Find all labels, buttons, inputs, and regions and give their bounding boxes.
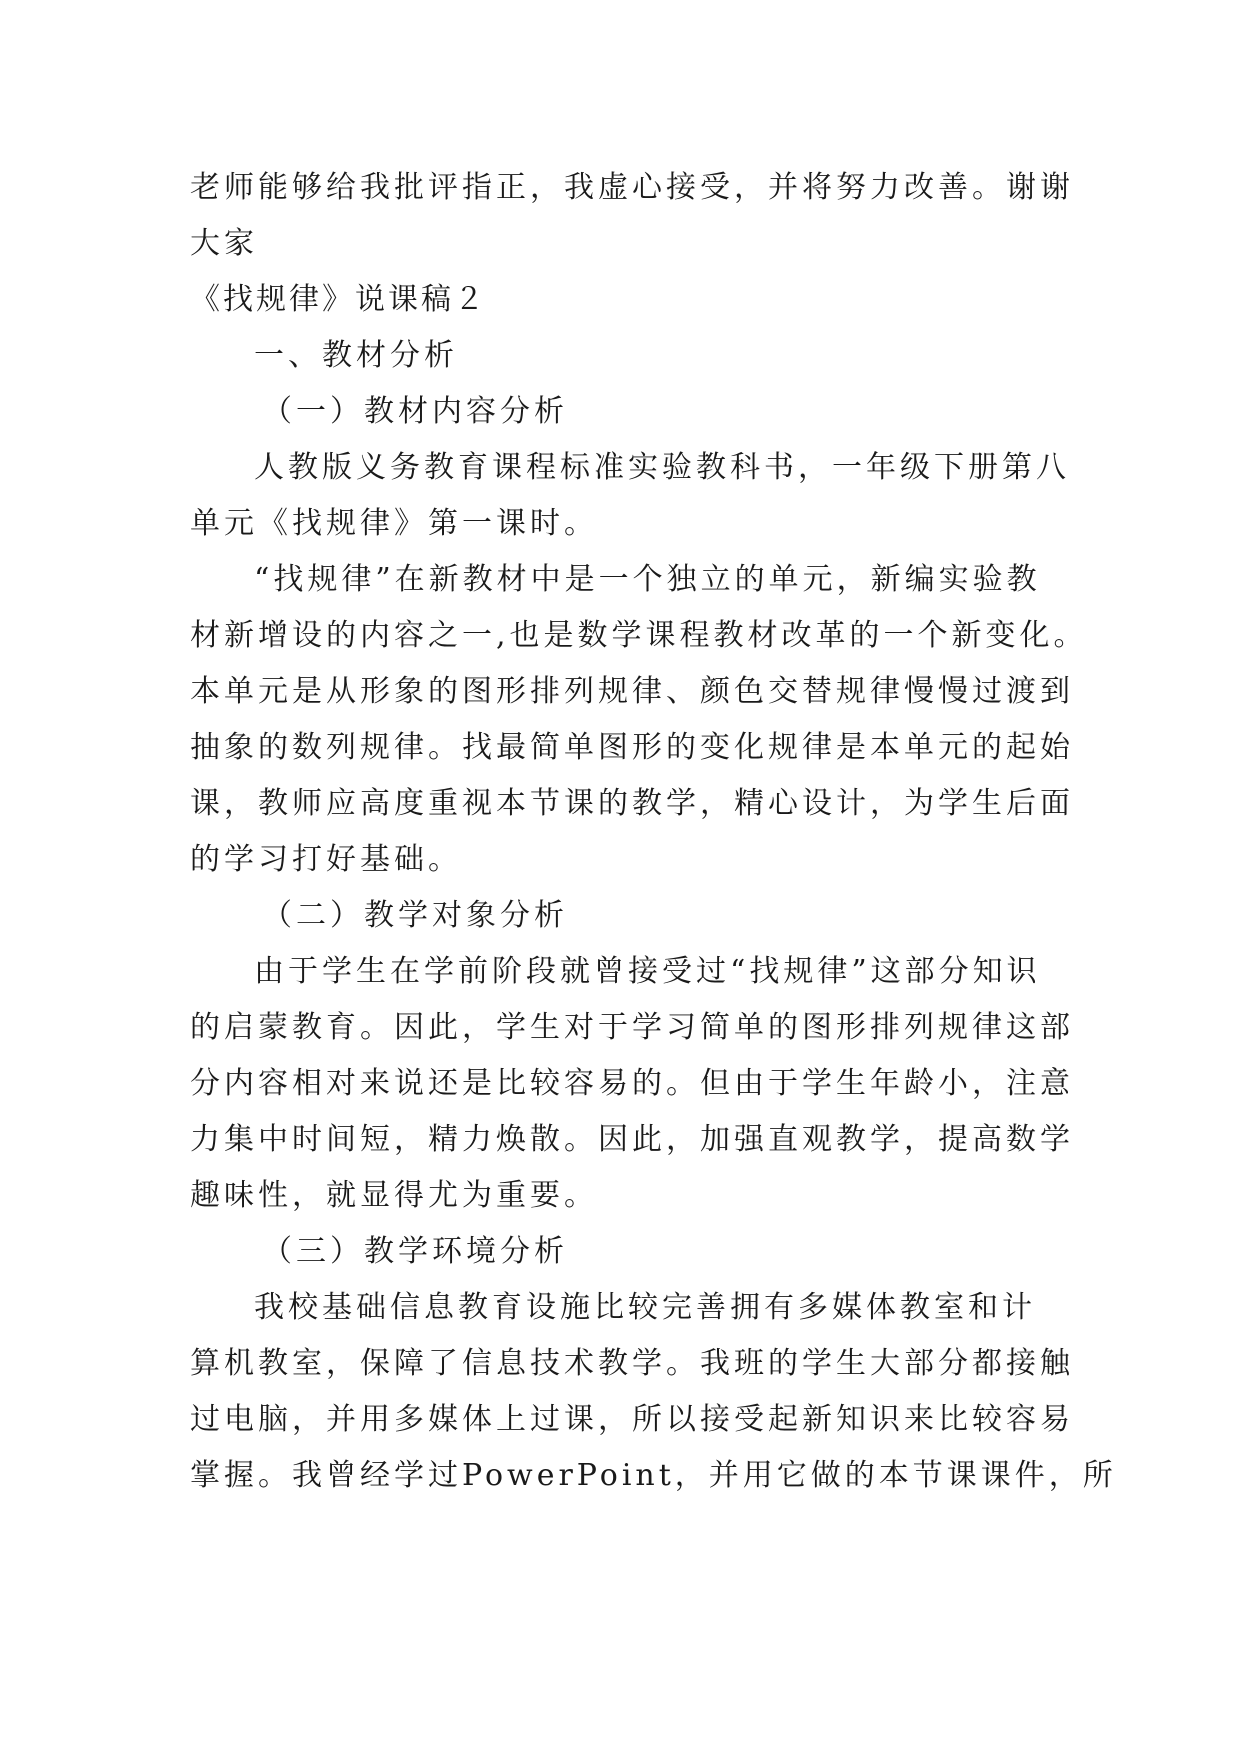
paragraph-line: 的学习打好基础。 [190,842,462,877]
paragraph-line: 算机教室，保障了信息技术教学。我班的学生大部分都接触 [190,1346,1074,1381]
text-line: 老师能够给我批评指正，我虚心接受，并将努力改善。谢谢 [190,170,1074,205]
paragraph-line: 由于学生在学前阶段就曾接受过“找规律”这部分知识 [254,954,1041,989]
text-line: 大家 [190,226,258,261]
document-body [190,160,1117,1504]
section-title: 《找规律》说课稿２ [190,282,487,317]
subsection-heading: （三）教学环境分析 [262,1234,568,1269]
paragraph-line: 材新增设的内容之一,也是数学课程教材改革的一个新变化。 [190,618,1088,653]
paragraph-line: “找规律”在新教材中是一个独立的单元，新编实验教 [254,562,1041,597]
paragraph-line: 的启蒙教育。因此，学生对于学习简单的图形排列规律这部 [190,1010,1074,1045]
paragraph-line: 抽象的数列规律。找最简单图形的变化规律是本单元的起始 [190,730,1074,765]
paragraph-line: 分内容相对来说还是比较容易的。但由于学生年龄小，注意 [190,1066,1074,1101]
section-heading: 一、教材分析 [254,338,458,373]
subsection-heading: （二）教学对象分析 [262,898,568,933]
paragraph-line: 掌握。我曾经学过PowerPoint，并用它做的本节课课件，所 [190,1458,1117,1493]
paragraph-line: 人教版义务教育课程标准实验教科书，一年级下册第八 [254,450,1070,485]
subsection-heading: （一）教材内容分析 [262,394,568,429]
paragraph-line: 力集中时间短，精力焕散。因此，加强直观教学，提高数学 [190,1122,1074,1157]
paragraph-line: 过电脑，并用多媒体上过课，所以接受起新知识来比较容易 [190,1402,1074,1437]
paragraph-line: 单元《找规律》第一课时。 [190,506,598,541]
paragraph-line: 本单元是从形象的图形排列规律、颜色交替规律慢慢过渡到 [190,674,1074,709]
paragraph-line: 趣味性，就显得尤为重要。 [190,1178,598,1213]
paragraph-line: 我校基础信息教育设施比较完善拥有多媒体教室和计 [254,1290,1036,1325]
paragraph-line: 课，教师应高度重视本节课的教学，精心设计，为学生后面 [190,786,1074,821]
